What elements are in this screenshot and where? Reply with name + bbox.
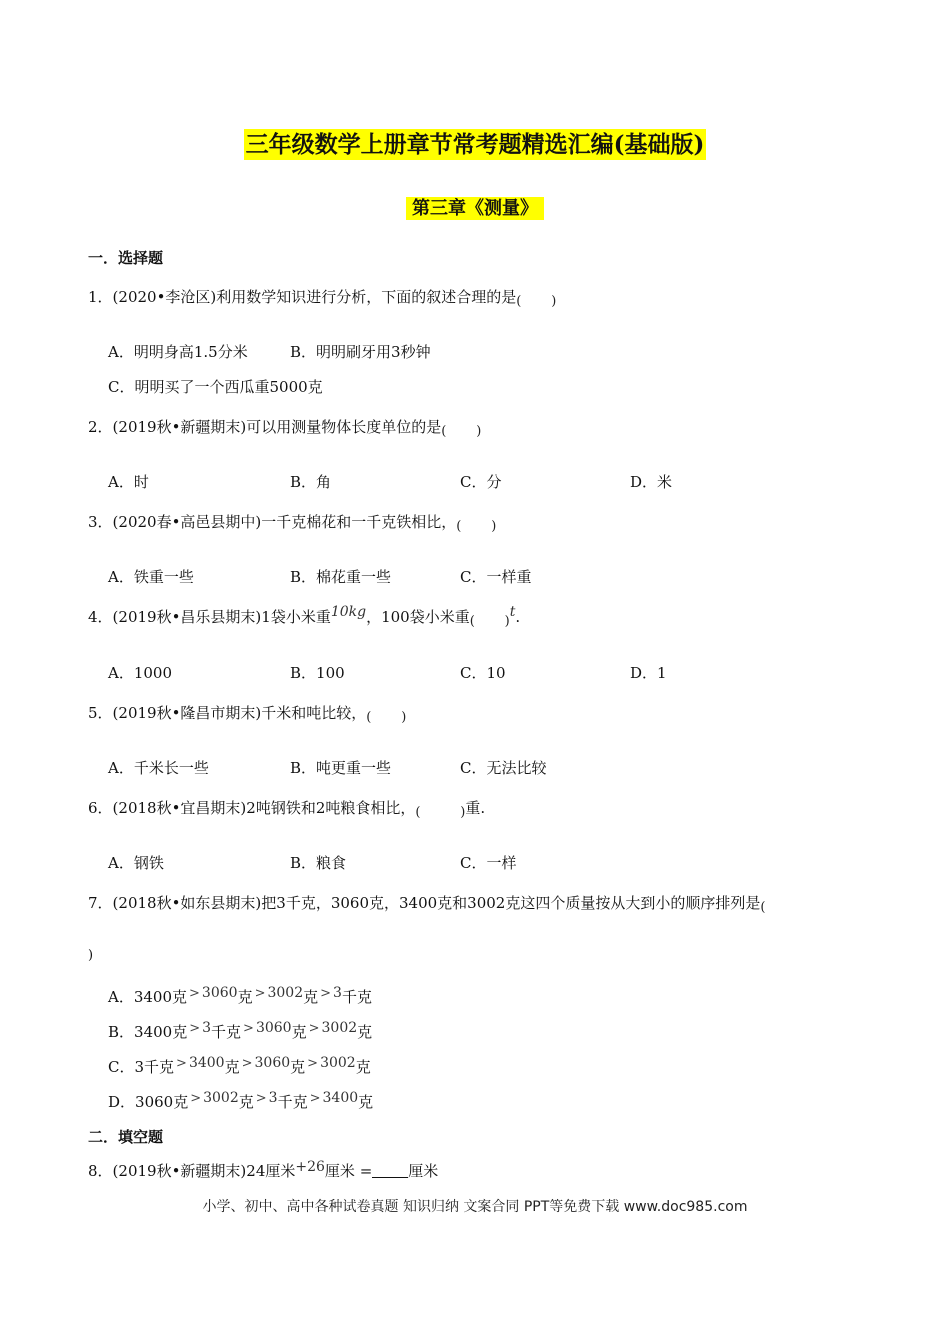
chapter-title [0,194,950,220]
option-3a: A．铁重一些 [108,568,194,586]
option-5b: B．吨更重一些 [290,759,392,777]
question-8: 8．(2019秋•新疆期末)24厘米+26厘米 = 厘米 [88,1159,439,1180]
option-7c: C．3千克 > 3400克 > 3060克 > 3002克 [108,1055,371,1076]
option-5c: C．无法比较 [460,759,547,777]
option-4b: B．100 [290,664,345,682]
question-5: 5．(2019秋•隆昌市期末)千米和吨比较， ( ) [88,704,407,725]
option-7d: D．3060克 > 3002克 > 3千克 > 3400克 [108,1090,374,1111]
option-4a: A．1000 [108,664,173,682]
option-1b: B．明明刷牙用3秒钟 [290,343,431,361]
option-6a: A．钢铁 [108,854,164,872]
option-5a: A．千米长一些 [108,759,209,777]
option-6b: B．粮食 [290,854,347,872]
option-1c: C．明明买了一个西瓜重5000克 [108,378,323,396]
footer-banner: 小学、初中、高中各种试卷真题 知识归纳 文案合同 PPT等免费下载 www.doc985.com [202,1199,748,1215]
question-2: 2．(2019秋•新疆期末)可以用测量物体长度单位的是 ( ) [88,418,482,439]
answer-blank[interactable] [372,1163,408,1178]
question-4: 4．(2019秋•昌乐县期末)1袋小米重10kg，100袋小米重 ( ) t. [88,604,521,629]
option-3b: B．棉花重一些 [290,568,392,586]
option-1a: A．明明身高1.5分米 [108,343,248,361]
question-3: 3．(2020春•高邑县期中)一千克棉花和一千克铁相比， ( ) [88,513,497,534]
document-title-text: 三年级数学上册章节常考题精选汇编(基础版) [245,131,705,158]
option-4d: D．1 [630,664,667,682]
math-plus-26: +26 [295,1159,325,1175]
question-6: 6．(2018秋•宜昌期末)2吨钢铁和2吨粮食相比， ( ) 重. [88,799,486,820]
question-1: 1．(2020•李沧区)利用数学知识进行分析，下面的叙述合理的是 ( ) [88,288,557,309]
math-10kg: 10kg [330,604,367,620]
chapter-title-text: 第三章《测量》 [406,197,544,220]
option-7b: B．3400克 > 3千克 > 3060克 > 3002克 [108,1020,373,1041]
question-7-close-paren: ) [88,948,94,963]
option-2c: C．分 [460,473,502,491]
math-t: t [509,604,516,620]
option-3c: C．一样重 [460,568,532,586]
option-2b: B．角 [290,473,332,491]
document-title [0,126,950,159]
option-6c: C．一样 [460,854,517,872]
option-2d: D．米 [630,473,673,491]
question-7: 7．(2018秋•如东县期末)把3千克，3060克，3400克和3002克这四个质量按从大到小的顺序排列是 ( [88,894,766,915]
section-heading-choice: 一．选择题 [88,249,164,267]
option-2a: A．时 [108,473,149,491]
option-7a: A．3400克 > 3060克 > 3002克 > 3千克 [108,985,372,1006]
section-heading-fill: 二．填空题 [88,1128,164,1146]
option-4c: C．10 [460,664,506,682]
